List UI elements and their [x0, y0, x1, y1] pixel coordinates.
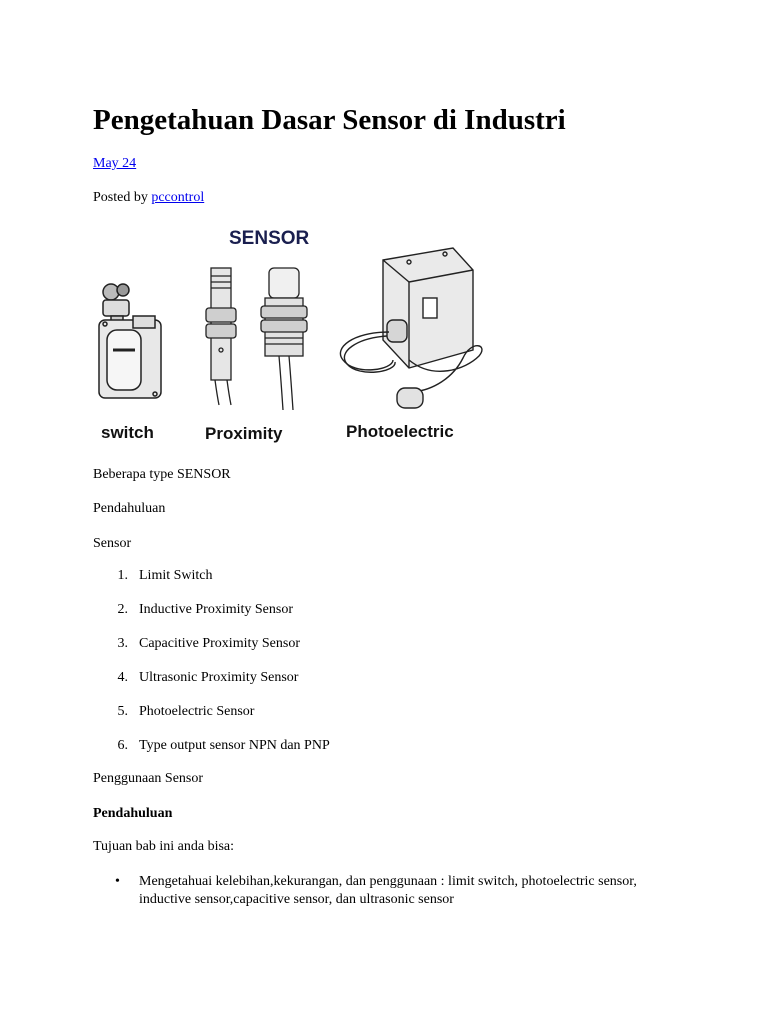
- photoelectric-sensor-drawing: [340, 248, 482, 408]
- post-date-line: [93, 155, 136, 173]
- list-item-text: Ultrasonic Proximity Sensor: [139, 670, 299, 685]
- sensor-illustration: [93, 220, 493, 450]
- figure-caption-line: Beberapa type SENSOR: [93, 467, 231, 482]
- list-item-text: Type output sensor NPN dan PNP: [139, 738, 330, 753]
- usage-line: Penggunaan Sensor: [93, 771, 204, 786]
- list-item-text: Limit Switch: [139, 568, 213, 583]
- list-item-text: Inductive Proximity Sensor: [139, 602, 293, 617]
- posted-by-line: [93, 189, 204, 207]
- list-item-text: Capacitive Proximity Sensor: [139, 636, 300, 651]
- caption-photoelectric: Photoelectric: [346, 422, 454, 441]
- goal-list: [93, 873, 673, 909]
- caption-switch: switch: [101, 423, 154, 442]
- figure-heading: SENSOR: [229, 228, 310, 249]
- list-item-text: Photoelectric Sensor: [139, 704, 255, 719]
- list-item: [93, 873, 673, 909]
- bullet-icon: •: [115, 874, 120, 889]
- section-heading: Pendahuluan: [93, 806, 173, 821]
- post-title: Pengetahuan Dasar Sensor di Industri: [93, 104, 566, 136]
- limit-switch-drawing: [99, 284, 161, 398]
- goal-intro: Tujuan bab ini anda bisa:: [93, 839, 235, 854]
- goal-text: Mengetahuai kelebihan,kekurangan, dan penggunaan : limit switch, photoelectric sensor, inductive sensor,capacitive sensor, dan ultrasonic sensor: [139, 874, 637, 907]
- posted-by-label: Posted by: [93, 190, 148, 205]
- caption-proximity: Proximity: [205, 424, 283, 443]
- author-link[interactable]: pccontrol: [151, 190, 205, 205]
- intro-line: Pendahuluan: [93, 501, 166, 516]
- proximity-sensor-thin-drawing: [206, 268, 236, 405]
- proximity-sensor-thick-drawing: [261, 268, 307, 410]
- sensor-types-image: [93, 220, 493, 450]
- sensor-label: Sensor: [93, 536, 132, 551]
- post-date-link[interactable]: May 24: [93, 156, 137, 171]
